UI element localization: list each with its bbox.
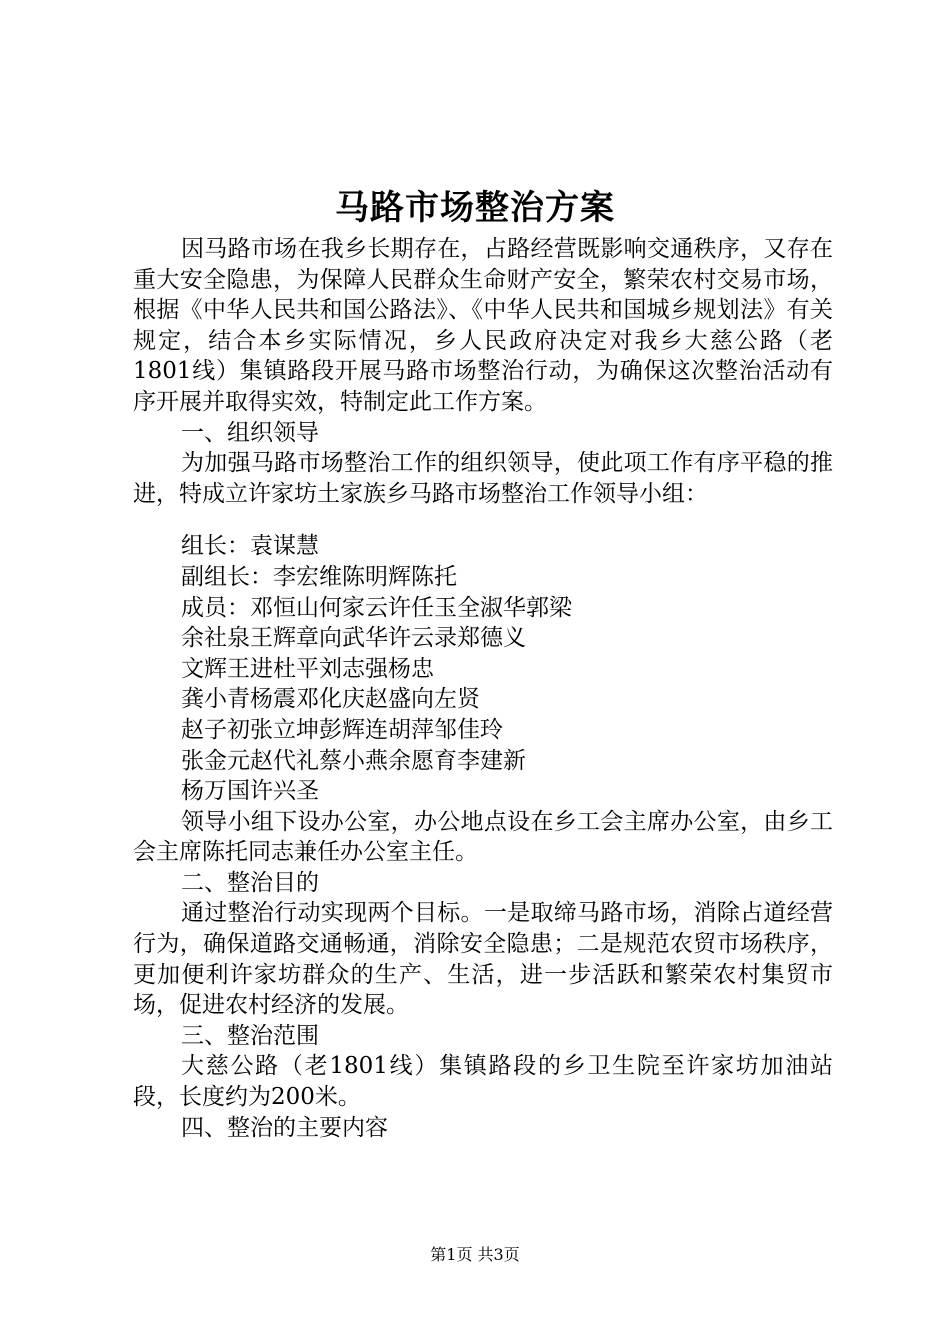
purpose-paragraph: 通过整治行动实现两个目标。一是取缔马路市场，消除占道经营行为，确保道路交通畅通，消除安全隐患；二是规范农贸市场秩序，更加便利许家坊群众的生产、生活，进一步活跃和繁荣农村集贸市场，促进农村经济的发展。 (133, 900, 833, 1019)
member-line: 文辉王进杜平刘志强杨忠 (181, 655, 434, 682)
member-line: 赵子初张立坤彭辉连胡萍邹佳玲 (181, 716, 503, 743)
member-line: 余社泉王辉章向武华许云录郑德义 (181, 625, 526, 652)
section-heading-scope: 三、整治范围 (181, 1022, 319, 1049)
member-line-leader: 组长：袁谋慧 (181, 533, 319, 560)
intro-paragraph: 因马路市场在我乡长期存在，占路经营既影响交通秩序，又存在重大安全隐患，为保障人民群众生命财产安全，繁荣农村交易市场，根据《中华人民共和国公路法》、《中华人民共和国城乡规划法》有关规定，结合本乡实际情况，乡人民政府决定对我乡大慈公路（老1801线）集镇路段开展马路市场整治行动，为确保这次整治活动有序开展并取得实效，特制定此工作方案。 (133, 236, 833, 415)
section-heading-content: 四、整治的主要内容 (181, 1114, 388, 1141)
member-line-members: 成员：邓恒山何家云许任玉全淑华郭梁 (181, 594, 572, 621)
section-heading-purpose: 二、整治目的 (181, 869, 319, 896)
member-line: 张金元赵代礼蔡小燕余愿育李建新 (181, 747, 526, 774)
document-title: 马路市场整治方案 (335, 188, 615, 228)
member-line-deputy: 副组长：李宏维陈明辉陈托 (181, 563, 457, 590)
page-footer: 第1页 共3页 (430, 1245, 520, 1264)
member-list (133, 531, 833, 806)
organization-paragraph: 为加强马路市场整治工作的组织领导，使此项工作有序平稳的推进，特成立许家坊土家族乡马路市场整治工作领导小组： (133, 450, 833, 507)
member-line: 龚小青杨震邓化庆赵盛向左贤 (181, 686, 480, 713)
section-heading-organization: 一、组织领导 (181, 419, 319, 446)
spacer (133, 509, 833, 531)
office-paragraph: 领导小组下设办公室，办公地点设在乡工会主席办公室，由乡工会主席陈托同志兼任办公室主任。 (133, 808, 833, 866)
document-body (133, 234, 833, 1143)
scope-paragraph: 大慈公路（老1801线）集镇路段的乡卫生院至许家坊加油站段，长度约为200米。 (133, 1053, 833, 1111)
member-line: 杨万国许兴圣 (181, 778, 319, 805)
